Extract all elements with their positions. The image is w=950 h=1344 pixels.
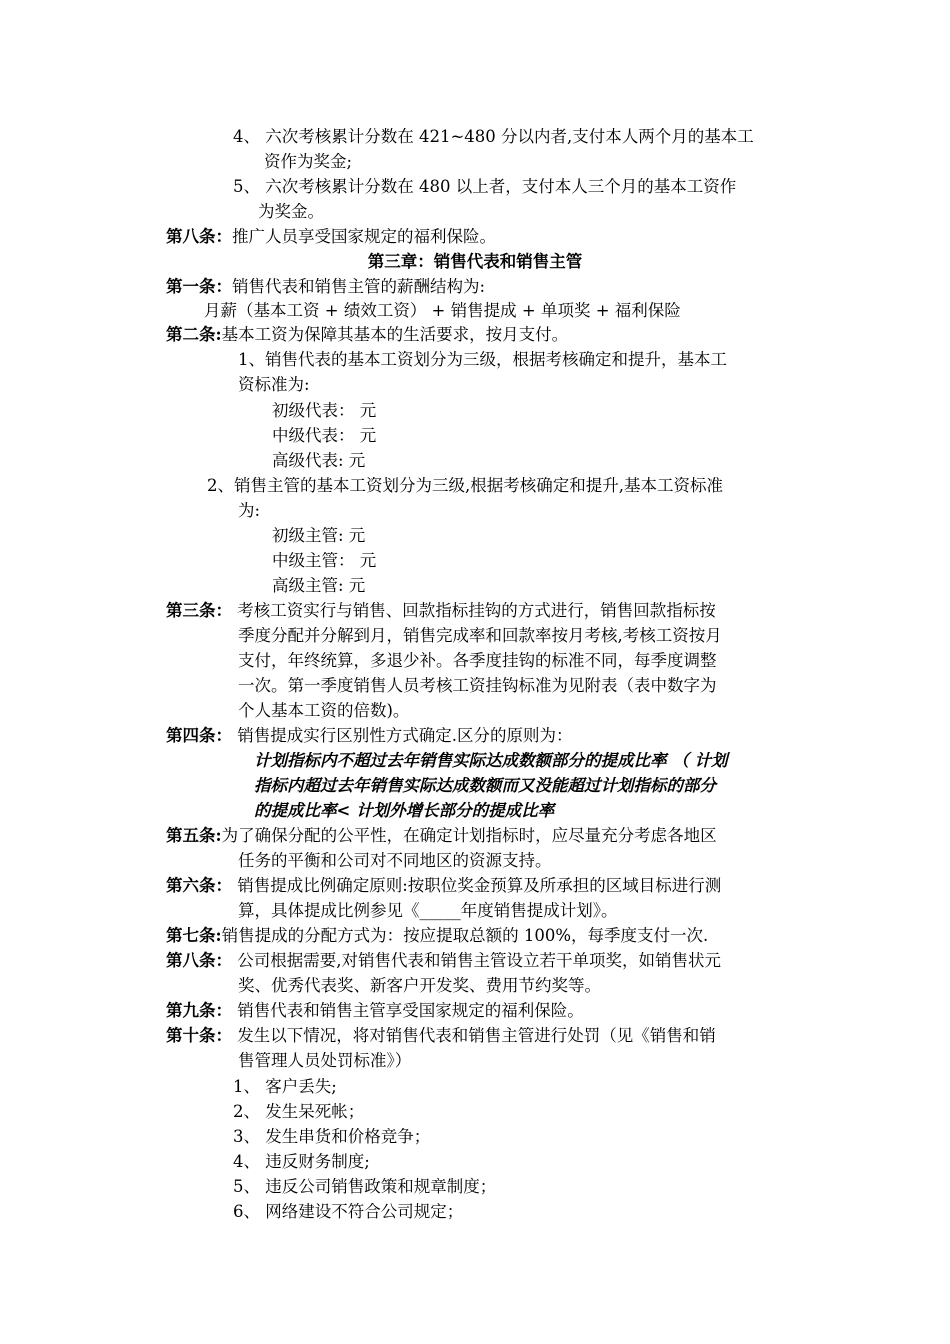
list-item-number: 1、	[233, 1077, 260, 1096]
article-7	[166, 924, 708, 948]
salary-level: 中级代表： 元	[272, 426, 377, 445]
list-item	[233, 1075, 337, 1099]
article-4	[166, 724, 573, 748]
article-text: 一次。第一季度销售人员考核工资挂钩标准为见附表（表中数字为	[238, 676, 717, 695]
list-item	[233, 1150, 370, 1174]
article-text: 售管理人员处罚标准》）	[238, 1051, 412, 1070]
list-item-text: 违反财务制度;	[260, 1152, 370, 1171]
article-text: 奖、优秀代表奖、新客户开发奖、费用节约奖等。	[238, 976, 601, 995]
list-item	[233, 1125, 430, 1149]
article-label: 第九条：	[166, 1001, 232, 1020]
article-label: 第八条：	[166, 227, 232, 246]
article-text: 销售代表和销售主管的薪酬结构为:	[232, 277, 486, 296]
paragraph-text: 2、销售主管的基本工资划分为三级,根据考核确定和提升,基本工资标准	[207, 476, 723, 495]
list-item	[233, 1175, 496, 1199]
salary-level: 初级主管: 元	[272, 526, 366, 545]
article-text: 销售提成实行区别性方式确定.区分的原则为：	[232, 726, 573, 745]
article-text: 季度分配并分解到月，销售完成率和回款率按月考核,考核工资按月	[238, 626, 722, 645]
list-item-text: 客户丢失;	[260, 1077, 337, 1096]
salary-formula: 月薪（基本工资 + 绩效工资） + 销售提成 + 单项奖 + 福利保险	[204, 301, 681, 320]
list-item	[233, 175, 736, 199]
salary-level: 初级代表： 元	[272, 401, 377, 420]
article-label: 第五条:	[166, 826, 222, 845]
article-label: 第一条：	[166, 277, 232, 296]
list-item-number: 2、	[233, 1102, 260, 1121]
article-8-ch2	[166, 225, 496, 249]
article-text: 算，具体提成比例参见《_____年度销售提成计划》。	[238, 901, 618, 920]
list-item-text: 六次考核累计分数在 421~480 分以内者,支付本人两个月的基本工	[260, 127, 754, 146]
article-10	[166, 1024, 716, 1048]
list-item-number: 5、	[233, 177, 260, 196]
chapter-title: 第三章：销售代表和销售主管	[367, 252, 583, 271]
article-6	[166, 874, 721, 898]
salary-level: 高级主管: 元	[272, 576, 366, 595]
salary-level: 高级代表: 元	[272, 451, 366, 470]
article-label: 第七条:	[166, 926, 222, 945]
article-text: 任务的平衡和公司对不同地区的资源支持。	[238, 851, 552, 870]
article-text: 发生以下情况，将对销售代表和销售主管进行处罚（见《销售和销	[232, 1026, 716, 1045]
article-8	[166, 949, 721, 973]
list-item-text: 违反公司销售政策和规章制度；	[260, 1177, 497, 1196]
paragraph-text: 1、销售代表的基本工资划分为三级，根据考核确定和提升，基本工	[238, 350, 727, 369]
article-text: 考核工资实行与销售、回款指标挂钩的方式进行，销售回款指标按	[232, 601, 716, 620]
article-text: 公司根据需要,对销售代表和销售主管设立若干单项奖，如销售状元	[232, 951, 721, 970]
paragraph-text: 资标准为:	[238, 375, 310, 394]
list-item-number: 6、	[233, 1202, 260, 1221]
list-item-text: 为奖金。	[258, 202, 324, 221]
article-label: 第三条：	[166, 601, 232, 620]
list-item	[233, 125, 754, 149]
article-1	[166, 275, 485, 299]
list-item-text: 网络建设不符合公司规定；	[260, 1202, 464, 1221]
list-item-text: 资作为奖金;	[264, 152, 353, 171]
list-item-number: 5、	[233, 1177, 260, 1196]
list-item-text: 发生串货和价格竞争；	[260, 1127, 431, 1146]
article-text: 销售提成的分配方式为：按应提取总额的 100%，每季度支付一次.	[221, 926, 709, 945]
article-text: 基本工资为保障其基本的生活要求，按月支付。	[221, 325, 569, 344]
list-item	[233, 1100, 364, 1124]
commission-rule: 的提成比率< 计划外增长部分的提成比率	[254, 801, 555, 820]
article-label: 第十条：	[166, 1026, 232, 1045]
article-text: 为了确保分配的公平性，在确定计划指标时，应尽量充分考虑各地区	[221, 826, 717, 845]
commission-rule: 计划指标内不超过去年销售实际达成数额部分的提成比率 （ 计划	[254, 751, 728, 770]
list-item-text: 六次考核累计分数在 480 以上者，支付本人三个月的基本工资作	[260, 177, 737, 196]
article-3	[166, 599, 716, 623]
article-text: 个人基本工资的倍数)。	[238, 701, 410, 720]
article-text: 支付，年终统算，多退少补。各季度挂钩的标准不同，每季度调整	[238, 651, 717, 670]
list-item-text: 发生呆死帐；	[260, 1102, 365, 1121]
article-label: 第四条：	[166, 726, 232, 745]
commission-rule: 指标内超过去年销售实际达成数额而又没能超过计划指标的部分	[254, 776, 716, 795]
article-5	[166, 824, 717, 848]
salary-level: 中级主管： 元	[272, 551, 377, 570]
paragraph-text: 为:	[238, 501, 261, 520]
article-2	[166, 323, 568, 347]
article-label: 第八条：	[166, 951, 232, 970]
list-item-number: 4、	[233, 127, 260, 146]
list-item-number: 4、	[233, 1152, 260, 1171]
list-item-number: 3、	[233, 1127, 260, 1146]
list-item	[233, 1200, 463, 1224]
article-label: 第六条：	[166, 876, 232, 895]
article-label: 第二条:	[166, 325, 222, 344]
article-9	[166, 999, 584, 1023]
article-text: 推广人员享受国家规定的福利保险。	[232, 227, 496, 246]
article-text: 销售代表和销售主管享受国家规定的福利保险。	[232, 1001, 584, 1020]
article-text: 销售提成比例确定原则:按职位奖金预算及所承担的区域目标进行测	[232, 876, 722, 895]
